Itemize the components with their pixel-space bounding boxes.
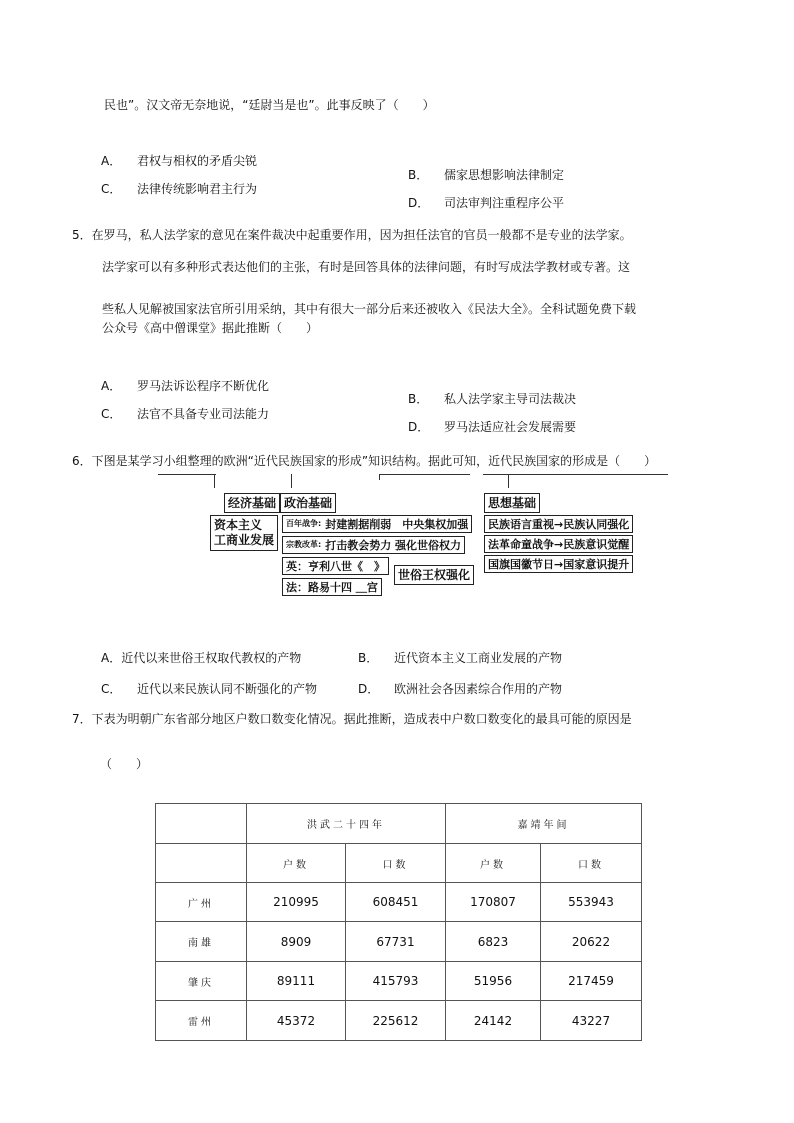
option-text: 近代资本主义工商业发展的产物 xyxy=(394,651,563,665)
region-cell: 广州 xyxy=(156,883,247,922)
value-cell: 51956 xyxy=(446,962,541,1001)
connector-line xyxy=(214,474,215,488)
connector-line xyxy=(379,474,380,480)
value-cell: 415793 xyxy=(346,962,446,1001)
connector-line xyxy=(291,474,292,488)
q7-stem: 7．下表为明朝广东省部分地区户数口数变化情况。据此推断，造成表中户数口数变化的最具可能的原因是 xyxy=(72,712,632,726)
thought-item-2: 法革命童战争→民族意识觉醒 xyxy=(484,535,633,553)
connector-line xyxy=(380,474,470,475)
value-cell: 608451 xyxy=(346,883,446,922)
value-cell: 45372 xyxy=(247,1001,346,1041)
col-header-households: 户数 xyxy=(446,844,541,883)
q5-option-b[interactable] xyxy=(408,390,576,407)
col-header-households: 户数 xyxy=(247,844,346,883)
econ-line-2: 工商业发展 xyxy=(214,533,275,547)
reformation-tag: 宗教改革: xyxy=(286,540,322,549)
option-text: 欧洲社会各因素综合作用的产物 xyxy=(394,682,563,696)
option-label: A． xyxy=(101,651,122,665)
q4-option-b[interactable] xyxy=(408,166,564,183)
table-row xyxy=(156,962,642,1001)
period-header-hongwu: 洪武二十四年 xyxy=(247,804,446,844)
option-label: B． xyxy=(408,392,429,406)
table-subheader-row xyxy=(156,844,642,883)
value-cell: 553943 xyxy=(541,883,642,922)
connector-line xyxy=(508,474,509,488)
table-corner-cell xyxy=(156,804,247,844)
option-text: 罗马法适应社会发展需要 xyxy=(444,420,577,434)
q6-option-d[interactable] xyxy=(358,680,562,697)
q5-option-d[interactable] xyxy=(408,418,576,435)
econ-basis-box: 经济基础 xyxy=(224,493,280,513)
option-text: 近代以来民族认同不断强化的产物 xyxy=(137,682,318,696)
table-row xyxy=(156,922,642,962)
option-label: B． xyxy=(358,651,379,665)
q5-stem-line-3: 些私人见解被国家法官所引用采纳，其中有很大一部分后来还被收入《民法大全》。全科试题免费下载 xyxy=(102,302,637,316)
thought-item-1: 民族语言重视→民族认同强化 xyxy=(484,515,633,533)
region-cell: 雷州 xyxy=(156,1001,247,1041)
thought-item-3: 国旗国徽节日→国家意识提升 xyxy=(484,555,633,573)
connector-line xyxy=(483,474,668,475)
option-text: 司法审判注重程序公平 xyxy=(444,196,565,210)
region-cell: 南雄 xyxy=(156,922,247,962)
table-empty-cell xyxy=(156,844,247,883)
connector-line xyxy=(158,474,216,475)
value-cell: 67731 xyxy=(346,922,446,962)
population-table xyxy=(155,803,642,1041)
q6-option-c[interactable] xyxy=(101,680,317,697)
value-cell: 8909 xyxy=(247,922,346,962)
q4-stem-tail: 民也”。汉文帝无奈地说，“廷尉当是也”。此事反映了（ ） xyxy=(104,98,435,112)
region-cell: 肇庆 xyxy=(156,962,247,1001)
q6-stem: 6．下图是某学习小组整理的欧洲“近代民族国家的形成”知识结构。据此可知，近代民族国家的形成是（ ） xyxy=(72,454,657,468)
q5-stem-line-2: 法学家可以有多种形式表达他们的主张，有时是回答具体的法律问题，有时写成法学教材或专著。这 xyxy=(102,260,631,274)
value-cell: 170807 xyxy=(446,883,541,922)
option-text: 罗马法诉讼程序不断优化 xyxy=(137,379,270,393)
period-header-jiajing: 嘉靖年间 xyxy=(446,804,642,844)
value-cell: 24142 xyxy=(446,1001,541,1041)
knowledge-structure-diagram xyxy=(158,474,668,598)
option-label: D． xyxy=(358,682,380,696)
value-cell: 210995 xyxy=(247,883,346,922)
value-cell: 225612 xyxy=(346,1001,446,1041)
option-label: C． xyxy=(101,407,122,421)
table-row xyxy=(156,883,642,922)
option-text: 近代以来世俗王权取代教权的产物 xyxy=(121,651,302,665)
econ-basis-content-box xyxy=(210,515,278,551)
option-label: D． xyxy=(408,420,430,434)
thought-basis-box: 思想基础 xyxy=(484,493,540,513)
war-tag: 百年战争: xyxy=(286,519,322,528)
option-text: 儒家思想影响法律制定 xyxy=(444,168,565,182)
hundred-years-war-box xyxy=(282,515,472,533)
option-text: 法律传统影响君主行为 xyxy=(137,182,258,196)
option-label: D． xyxy=(408,196,430,210)
option-text: 君权与相权的矛盾尖锐 xyxy=(137,154,258,168)
england-box: 英：亨利八世《 》 xyxy=(282,557,389,575)
q6-option-a[interactable] xyxy=(101,649,301,666)
option-label: C． xyxy=(101,682,122,696)
table-header-row xyxy=(156,804,642,844)
option-label: A． xyxy=(101,154,122,168)
col-header-persons: 口数 xyxy=(346,844,446,883)
q5-stem-line-4: 公众号《高中僧课堂》据此推断（ ） xyxy=(102,321,319,335)
option-text: 法官不具备专业司法能力 xyxy=(137,407,270,421)
reformation-text: 打击教会势力 强化世俗权力 xyxy=(325,538,462,552)
q4-option-a[interactable] xyxy=(101,152,257,169)
q5-stem-line-1: 5．在罗马，私人法学家的意见在案件裁决中起重要作用，因为担任法官的官员一般都不是专业的法学家。 xyxy=(72,228,632,242)
q5-option-c[interactable] xyxy=(101,405,269,422)
col-header-persons: 口数 xyxy=(541,844,642,883)
option-text: 私人法学家主导司法裁决 xyxy=(444,392,577,406)
option-label: A． xyxy=(101,379,122,393)
value-cell: 43227 xyxy=(541,1001,642,1041)
reformation-box xyxy=(282,536,465,554)
q4-option-d[interactable] xyxy=(408,194,564,211)
value-cell: 89111 xyxy=(247,962,346,1001)
value-cell: 20622 xyxy=(541,922,642,962)
table-row xyxy=(156,1001,642,1041)
political-basis-box: 政治基础 xyxy=(280,493,336,513)
q5-option-a[interactable] xyxy=(101,377,269,394)
france-box: 法：路易十四 ＿宫 xyxy=(282,578,382,596)
value-cell: 6823 xyxy=(446,922,541,962)
secular-power-box: 世俗王权强化 xyxy=(394,565,474,585)
q4-option-c[interactable] xyxy=(101,180,257,197)
value-cell: 217459 xyxy=(541,962,642,1001)
option-label: B． xyxy=(408,168,429,182)
econ-line-1: 资本主义 xyxy=(214,518,263,532)
q6-option-b[interactable] xyxy=(358,649,562,666)
war-text: 封建割据削弱 中央集权加强 xyxy=(325,517,469,531)
option-label: C． xyxy=(101,182,122,196)
q7-answer-paren: （ ） xyxy=(100,757,149,771)
